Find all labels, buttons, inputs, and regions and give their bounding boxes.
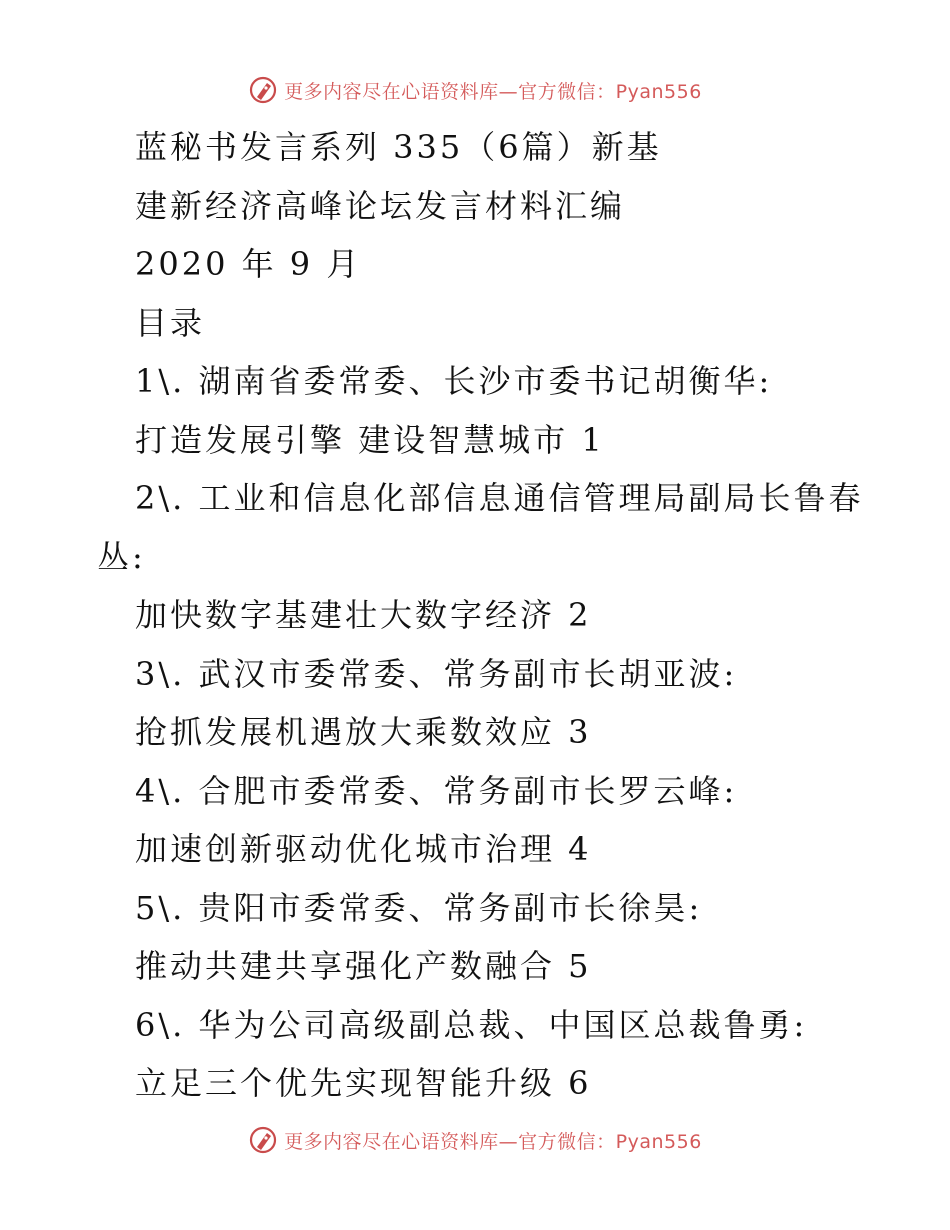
document-body <box>0 118 950 1113</box>
doc-title-line-2: 建新经济高峰论坛发言材料汇编 <box>135 186 626 225</box>
pen-nib-logo-icon <box>248 1125 278 1155</box>
pen-nib-logo-icon <box>248 75 278 105</box>
toc-entry-1-speaker: 1\. 湖南省委常委、长沙市委书记胡衡华: <box>135 362 773 400</box>
header-watermark-banner <box>0 70 950 110</box>
toc-entry-3-speaker: 3\. 武汉市委常委、常务副市长胡亚波: <box>135 654 738 693</box>
footer-watermark-banner <box>0 1120 950 1160</box>
toc-entry-6-title: 立足三个优先实现智能升级 6 <box>135 1064 592 1102</box>
footer-watermark-text: 更多内容尽在心语资料库—官方微信：Pyan556 <box>284 1130 702 1153</box>
toc-entry-1-title: 打造发展引擎 建设智慧城市 1 <box>135 420 605 459</box>
toc-heading: 目录 <box>135 303 206 342</box>
toc-entry-2-title: 加快数字基建壮大数字经济 2 <box>135 596 592 634</box>
header-watermark-text: 更多内容尽在心语资料库—官方微信：Pyan556 <box>284 80 702 103</box>
toc-entry-4-speaker: 4\. 合肥市委常委、常务副市长罗云峰: <box>135 771 738 810</box>
toc-entry-4-title: 加速创新驱动优化城市治理 4 <box>135 830 592 868</box>
doc-date: 2020 年 9 月 <box>135 245 362 283</box>
toc-entry-5-title: 推动共建共享强化产数融合 5 <box>135 947 592 985</box>
toc-entry-3-title: 抢抓发展机遇放大乘数效应 3 <box>135 713 592 751</box>
doc-title-line-1: 蓝秘书发言系列 335（6篇）新基 <box>135 128 662 166</box>
toc-entry-5-speaker: 5\. 贵阳市委常委、常务副市长徐昊: <box>135 888 703 927</box>
toc-entry-6-speaker: 6\. 华为公司高级副总裁、中国区总裁鲁勇: <box>135 1005 808 1044</box>
toc-entry-2-speaker: 2\. 工业和信息化部信息通信管理局副局长鲁春 <box>135 479 864 517</box>
toc-entry-2-speaker-cont: 丛: <box>97 537 146 576</box>
